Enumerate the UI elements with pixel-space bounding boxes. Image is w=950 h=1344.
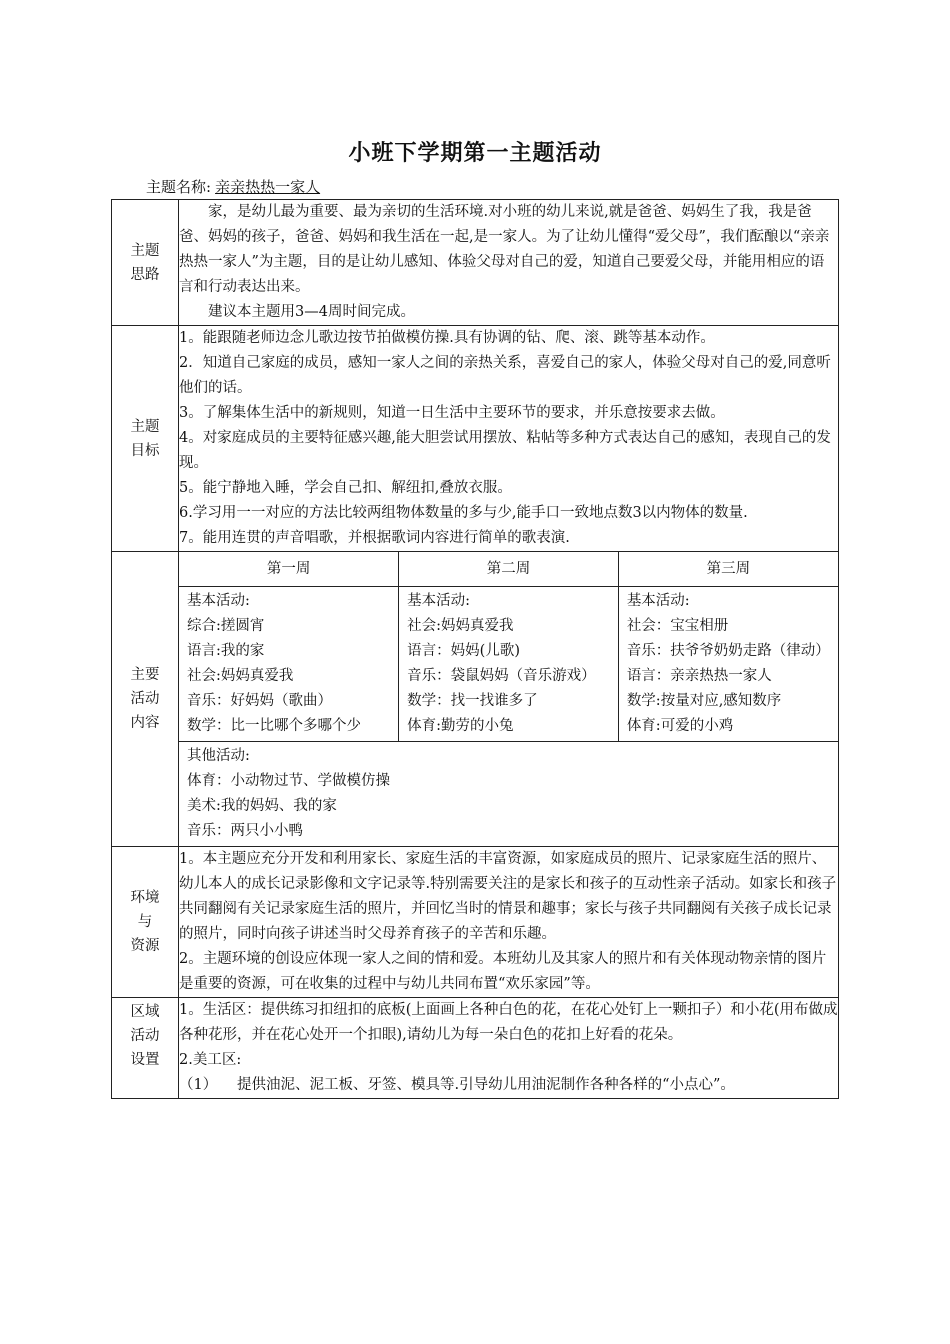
activity-line: 社会：宝宝相册	[626, 618, 729, 634]
activity-line: 语言：妈妈(儿歌)	[407, 643, 520, 659]
area-paragraph: 2.美工区:	[179, 1052, 242, 1068]
other-activity-line: 美术:我的妈妈、我的家	[187, 798, 337, 814]
activity-line: 体育:勤劳的小兔	[407, 718, 514, 734]
resource-paragraph: 1。本主题应充分开发和利用家长、家庭生活的丰富资源，如家庭成员的照片、记录家庭生活的照片、幼儿本人的成长记录影像和文字记录等.特别需要关注的是家长和孩子的互动性亲子活动。如家长和孩子共同翻阅有关记录家庭生活的照片，并回忆当时的情景和趣事；家长与孩子共同翻阅有关孩子成长记录的照片，同时向孩子讲述当时父母养育孩子的辛苦和乐趣。	[179, 851, 837, 942]
row-environment-resources	[112, 847, 839, 998]
duration-suggestion: 建议本主题用3—4周时间完成。	[208, 304, 415, 320]
activity-line: 社会:妈妈真爱我	[407, 618, 514, 634]
week-3-header: 第三周	[618, 552, 838, 587]
main-activities-content	[179, 552, 839, 847]
goal-item: 4。对家庭成员的主要特征感兴趣,能大胆尝试用摆放、粘帖等多种方式表达自己的感知，表现自己的发现。	[179, 430, 831, 471]
row-theme-rationale	[112, 200, 839, 326]
goal-item: 7。能用连贯的声音唱歌，并根据歌词内容进行简单的歌表演.	[179, 530, 570, 546]
resource-paragraph: 2。主题环境的创设应体现一家人之间的情和爱。本班幼儿及其家人的照片和有关体现动物亲情的图片是重要的资源，可在收集的过程中与幼儿共同布置“欢乐家园”等。	[179, 951, 827, 992]
goal-item: 5。能宁静地入睡，学会自己扣、解纽扣,叠放衣服。	[179, 480, 512, 496]
label-main-activities: 主要 活动 内容	[112, 552, 179, 847]
sub-item-number: （1）	[179, 1077, 218, 1093]
document-title: 小班下学期第一主题活动	[348, 140, 602, 166]
area-activities-content	[179, 998, 839, 1099]
activity-line: 基本活动:	[626, 593, 690, 609]
other-activities	[179, 742, 838, 847]
goal-item: 6.学习用一一对应的方法比较两组物体数量的多与少,能手口一致地点数3以内物体的数量.	[179, 505, 748, 521]
activity-line: 数学:按量对应,感知数序	[626, 693, 782, 709]
week-2-activities	[399, 587, 619, 742]
activity-line: 音乐：好妈妈（歌曲）	[187, 693, 332, 709]
row-main-activities	[112, 552, 839, 847]
activity-line: 基本活动:	[187, 593, 250, 609]
label-theme-goals: 主题 目标	[112, 326, 179, 552]
environment-resources-content	[179, 847, 839, 998]
rationale-paragraph: 家，是幼儿最为重要、最为亲切的生活环境.对小班的幼儿来说,就是爸爸、妈妈生了我，我是爸爸、妈妈的孩子，爸爸、妈妈和我生活在一起,是一家人。为了让幼儿懂得“爱父母”，我们酝酿以“亲亲热热一家人”为主题，目的是让幼儿感知、体验父母对自己的爱，知道自己要爱父母，并能用相应的语言和行动表达出来。	[179, 204, 830, 295]
label-area-activities: 区域 活动 设置	[112, 998, 179, 1099]
theme-goals-content	[179, 326, 839, 552]
activity-line: 体育:可爱的小鸡	[626, 718, 734, 734]
activity-line: 语言：亲亲热热一家人	[626, 668, 772, 684]
area-paragraph: 1。生活区：提供练习扣纽扣的底板(上面画上各种白色的花，在花心处钉上一颗扣子）和小花(用布做成各种花形，并在花心处开一个扣眼),请幼儿为每一朵白色的花扣上好看的花朵。	[179, 1002, 838, 1043]
theme-label: 主题名称:	[146, 178, 212, 196]
sub-item-text: 提供油泥、泥工板、牙签、模具等.引导幼儿用油泥制作各种各样的“小点心”。	[237, 1077, 735, 1093]
activity-line: 数学：找一找谁多了	[407, 693, 538, 709]
goal-item: 3。了解集体生活中的新规则，知道一日生活中主要环节的要求，并乐意按要求去做。	[179, 405, 725, 421]
week-3-activities	[618, 587, 838, 742]
week-1-header: 第一周	[179, 552, 399, 587]
activity-plan-table	[111, 199, 839, 1099]
row-theme-goals	[112, 326, 839, 552]
row-area-activities	[112, 998, 839, 1099]
other-activity-line: 其他活动:	[187, 748, 250, 764]
activity-line: 音乐：袋鼠妈妈（音乐游戏）	[407, 668, 596, 684]
theme-rationale-content	[179, 200, 839, 326]
goal-item: 1。能跟随老师边念儿歌边按节拍做模仿操.具有协调的钻、爬、滚、跳等基本动作。	[179, 330, 715, 346]
goal-item: 2．知道自己家庭的成员，感知一家人之间的亲热关系，喜爱自己的家人，体验父母对自己的爱,同意听他们的话。	[179, 355, 831, 396]
activity-line: 社会:妈妈真爱我	[187, 668, 294, 684]
other-activity-line: 音乐：两只小小鸭	[187, 823, 303, 839]
area-sub-item	[179, 1073, 838, 1098]
activity-line: 综合:搓圆宵	[187, 618, 265, 634]
other-activity-line: 体育：小动物过节、学做模仿操	[187, 773, 390, 789]
activity-line: 数学：比一比哪个多哪个少	[187, 718, 361, 734]
theme-name: 亲亲热热一家人	[215, 178, 321, 196]
activity-line: 语言:我的家	[187, 643, 265, 659]
activity-line: 音乐：扶爷爷奶奶走路（律动）	[626, 643, 830, 659]
week-2-header: 第二周	[399, 552, 619, 587]
theme-name-line	[146, 176, 320, 197]
weekly-activities-table	[179, 552, 838, 846]
label-theme-rationale: 主题 思路	[112, 200, 179, 326]
label-environment-resources: 环境 与 资源	[112, 847, 179, 998]
activity-line: 基本活动:	[407, 593, 471, 609]
week-1-activities	[179, 587, 399, 742]
